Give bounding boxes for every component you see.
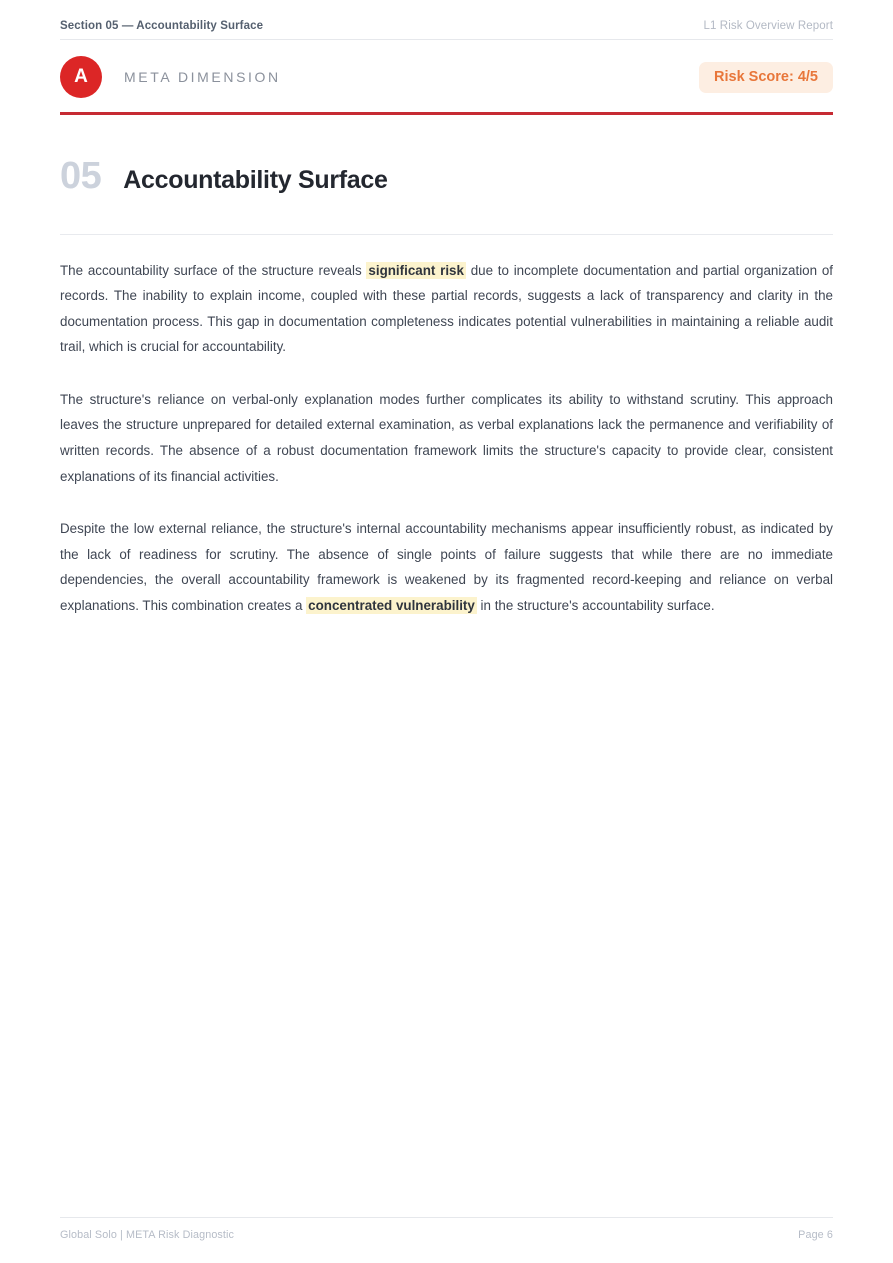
title-divider — [60, 234, 833, 235]
dimension-label: META DIMENSION — [124, 69, 281, 85]
dimension-band-left — [60, 56, 281, 98]
paragraph-2: The structure's reliance on verbal-only explanation modes further complicates its ability to withstand scrutiny. This approach leaves the structure unprepared for detailed external examination, as verbal explanations lack the permanence and verifiability of written records. The absence of a robust documentation framework limits the structure's capacity to provide clear, consistent explanations of its financial activities. — [60, 391, 833, 484]
dimension-band — [60, 56, 833, 98]
section-number: 05 — [60, 154, 102, 197]
footer-page-number: Page 6 — [798, 1229, 833, 1241]
running-header — [60, 0, 833, 40]
dimension-badge: A — [60, 56, 102, 98]
dimension-divider — [60, 112, 833, 115]
running-header-report-label: L1 Risk Overview Report — [703, 20, 833, 32]
paragraph-3-pre: Despite the low external reliance, the structure's internal accountability mechanisms appear insufficiently robust, as indicated by the lack of readiness for scrutiny. The absence of single points of failure suggests that while there are no immediate dependencies, the overall accountability framework is weakened by its fragmented record-keeping and reliance on verbal explanations. This combination creates a — [60, 521, 833, 614]
paragraph-1-highlight: significant risk — [368, 262, 464, 278]
running-header-section-label: Section 05 — Accountability Surface — [60, 20, 264, 32]
body-content — [60, 258, 833, 619]
section-title-block — [60, 149, 833, 212]
page-title: Accountability Surface — [123, 165, 388, 194]
paragraph-1-post: due to incomplete documentation and partial organization of records. The inability to explain income, coupled with these partial records, suggests a lack of transparency and clarity in the documentation process. This gap in documentation completeness indicates potential vulnerabilities in maintaining a reliable audit trail, which is crucial for accountability. — [60, 262, 833, 355]
risk-score-badge: Risk Score: 4/5 — [699, 62, 833, 93]
page-footer — [60, 1217, 833, 1263]
paragraph-1 — [60, 258, 833, 360]
paragraph-3 — [60, 516, 833, 618]
footer-brand: Global Solo | META Risk Diagnostic — [60, 1229, 235, 1241]
paragraph-1-pre: The accountability surface of the structure reveals — [60, 262, 367, 278]
paragraph-3-post: in the structure's accountability surface. — [476, 598, 715, 614]
page-spacer — [60, 619, 833, 1217]
paragraph-3-highlight: concentrated vulnerability — [308, 598, 475, 614]
